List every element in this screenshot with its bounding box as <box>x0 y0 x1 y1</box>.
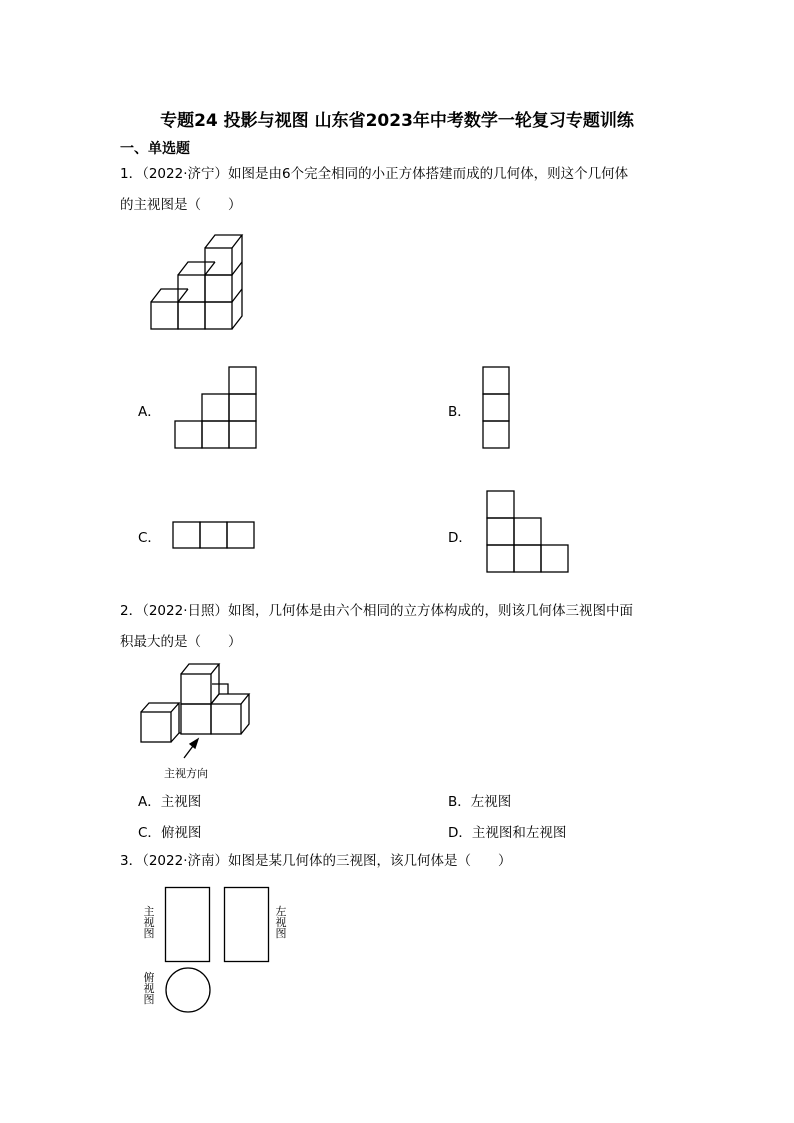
q2-option-a-text: 主视图 <box>160 794 202 810</box>
q1-option-b-figure[interactable] <box>483 367 511 449</box>
q2-option-d-label: D． <box>448 825 472 841</box>
q2-option-d-text: 主视图和左视图 <box>471 825 567 841</box>
section-heading: 一、单选题 <box>120 141 190 157</box>
question-2-source: （2022·日照） <box>142 603 228 619</box>
q2-option-a-label: A． <box>138 794 161 810</box>
q2-option-d[interactable] <box>448 821 566 841</box>
q1-option-b-label[interactable]: B． <box>448 404 471 420</box>
q1-option-a-label[interactable]: A． <box>138 404 161 420</box>
q2-option-c-label: C． <box>138 825 161 841</box>
q2-figure-caption: 主视方向 <box>164 767 208 780</box>
question-1-line2: 的主视图是（ ） <box>120 197 242 213</box>
question-3-number: 3． <box>120 853 143 869</box>
q3-left-view-label: 左视图 <box>275 905 287 940</box>
question-3-line1 <box>120 849 512 873</box>
question-2-number: 2． <box>120 603 143 619</box>
q2-option-c[interactable] <box>138 821 201 841</box>
question-2-line1 <box>120 599 633 623</box>
q2-option-b[interactable] <box>448 790 511 810</box>
question-2-line2: 积最大的是（ ） <box>120 634 242 650</box>
q3-left-view <box>224 887 271 963</box>
question-2-text: 如图，几何体是由六个相同的立方体构成的，则该几何体三视图中面 <box>228 603 633 619</box>
question-3-source: （2022·济南） <box>142 853 228 869</box>
q2-option-b-label: B． <box>448 794 471 810</box>
q1-option-d-figure[interactable] <box>487 491 570 573</box>
question-3-text: 如图是某几何体的三视图，该几何体是（ ） <box>228 853 512 869</box>
question-1-source: （2022·济宁） <box>142 166 228 182</box>
q2-option-a[interactable] <box>138 790 201 810</box>
page-title: 专题24 投影与视图 山东省2023年中考数学一轮复习专题训练 <box>160 111 634 131</box>
q1-option-d-label[interactable]: D． <box>448 530 472 546</box>
q1-option-c-label[interactable]: C． <box>138 530 161 546</box>
question-1-line1 <box>120 162 628 186</box>
q3-top-view <box>165 967 213 1015</box>
question-1-text: 如图是由6个完全相同的小正方体搭建而成的几何体，则这个几何体 <box>228 166 629 182</box>
q2-option-b-text: 左视图 <box>470 794 512 810</box>
q3-front-view-label: 主视图 <box>143 905 155 940</box>
q1-option-c-figure[interactable] <box>173 522 256 550</box>
q2-solid-figure <box>140 660 270 760</box>
question-1-number: 1． <box>120 166 143 182</box>
q3-top-view-label: 俯视图 <box>143 971 155 1006</box>
q2-option-c-text: 俯视图 <box>160 825 202 841</box>
q1-solid-figure <box>140 230 250 340</box>
q3-front-view <box>165 887 212 963</box>
q1-option-a-figure[interactable] <box>175 367 258 449</box>
